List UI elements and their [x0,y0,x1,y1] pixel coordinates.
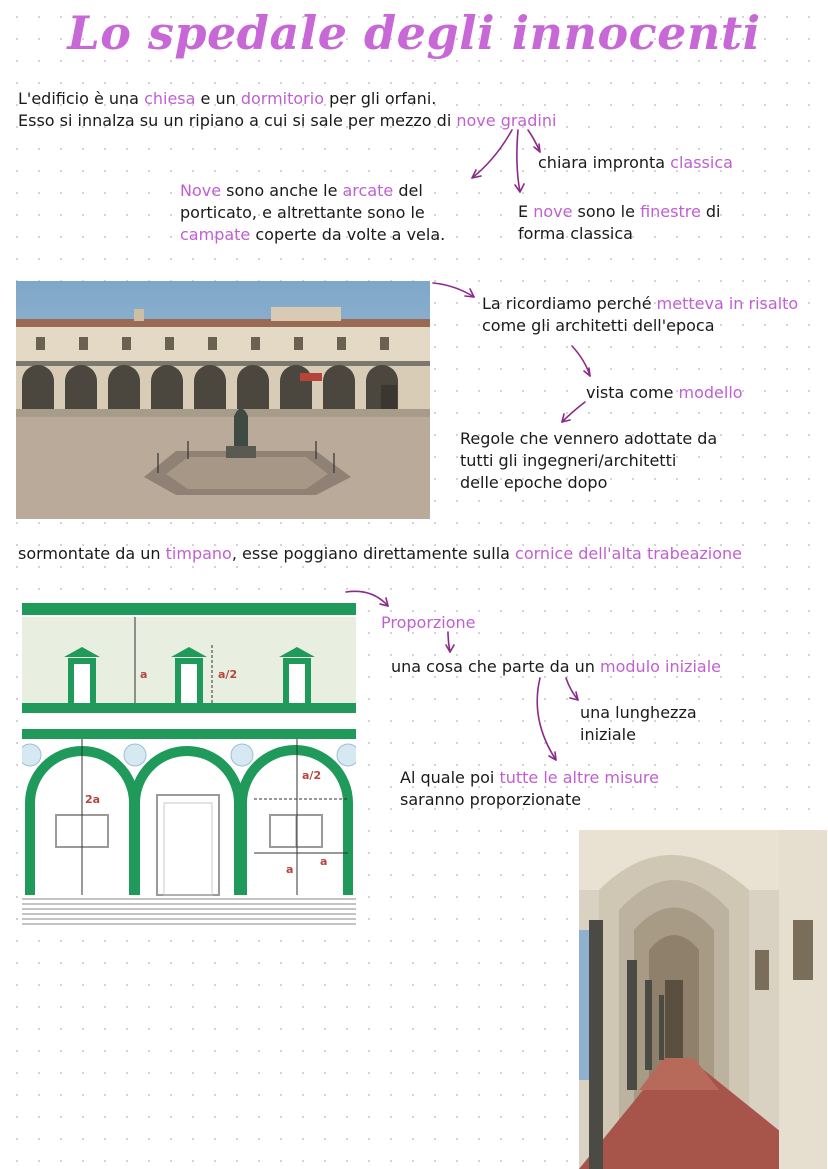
note-text: saranno proporzionate [400,790,582,809]
highlight-classica: classica [670,153,733,172]
note-regole: Regole che vennero adottate da tutti gli ingegneri/architetti delle epoche dopo [460,429,718,492]
dim-label-a-half: a/2 [218,668,238,681]
highlight-campate: campate [180,225,251,244]
highlight-chiesa: chiesa [144,89,196,108]
arrow-icon [472,130,512,178]
note-text: La ricordiamo perché [482,294,657,313]
highlight-nove: nove [533,202,573,221]
note-text: , esse poggiano direttamente sulla [231,544,516,563]
arrow-icon [566,678,578,700]
highlight-timpano: timpano [165,544,232,563]
dim-label-a-half: a/2 [302,769,322,782]
intro-text: e un [195,89,241,108]
note-text: sormontate da un [18,544,166,563]
highlight-dormitorio: dormitorio [240,89,324,108]
highlight-risalto: metteva in risalto [656,294,799,313]
highlight-nove: Nove [180,181,222,200]
note-text: sono le [572,202,641,221]
page-title: Lo spedale degli innocenti [67,6,761,60]
note-proporzione: Proporzione [381,613,476,632]
note-text: del porticato, e altrettante sono le [180,181,425,222]
highlight-arcate: arcate [342,181,394,200]
dim-label-2a: 2a [85,793,101,806]
intro-text: per gli orfani. [323,89,437,108]
highlight-finestre: finestre [640,202,701,221]
note-text: di forma classica [518,202,721,243]
arrow-icon [528,130,540,152]
note-text: E [518,202,534,221]
highlight-misure: tutte le altre misure [499,768,659,787]
highlight-nove-gradini: nove gradini [456,111,557,130]
intro-text: L'edificio è una [18,89,145,108]
dim-label-a: a [286,863,294,876]
arrow-icon [572,346,590,376]
note-lunghezza: una lunghezza iniziale [580,703,697,744]
note-text: come gli architetti dell'epoca [482,316,715,335]
arrow-icon [562,402,585,422]
dim-label-a: a [320,855,328,868]
note-text: una cosa che parte da un [391,657,601,676]
note-text: sono anche le [221,181,343,200]
arrow-icon [517,130,520,192]
dim-label-a: a [140,668,148,681]
note-text: chiara impronta [538,153,671,172]
arrow-icon [433,283,474,297]
note-text: vista come [586,383,679,402]
arrow-icon [537,678,556,760]
highlight-cornice: cornice dell'alta trabeazione [515,544,743,563]
highlight-modello: modello [678,383,743,402]
note-text: coperte da volte a vela. [250,225,446,244]
note-text: Al quale poi [400,768,500,787]
intro-text: Esso si innalza su un ripiano a cui si sale per mezzo di [18,111,457,130]
highlight-modulo: modulo iniziale [600,657,721,676]
